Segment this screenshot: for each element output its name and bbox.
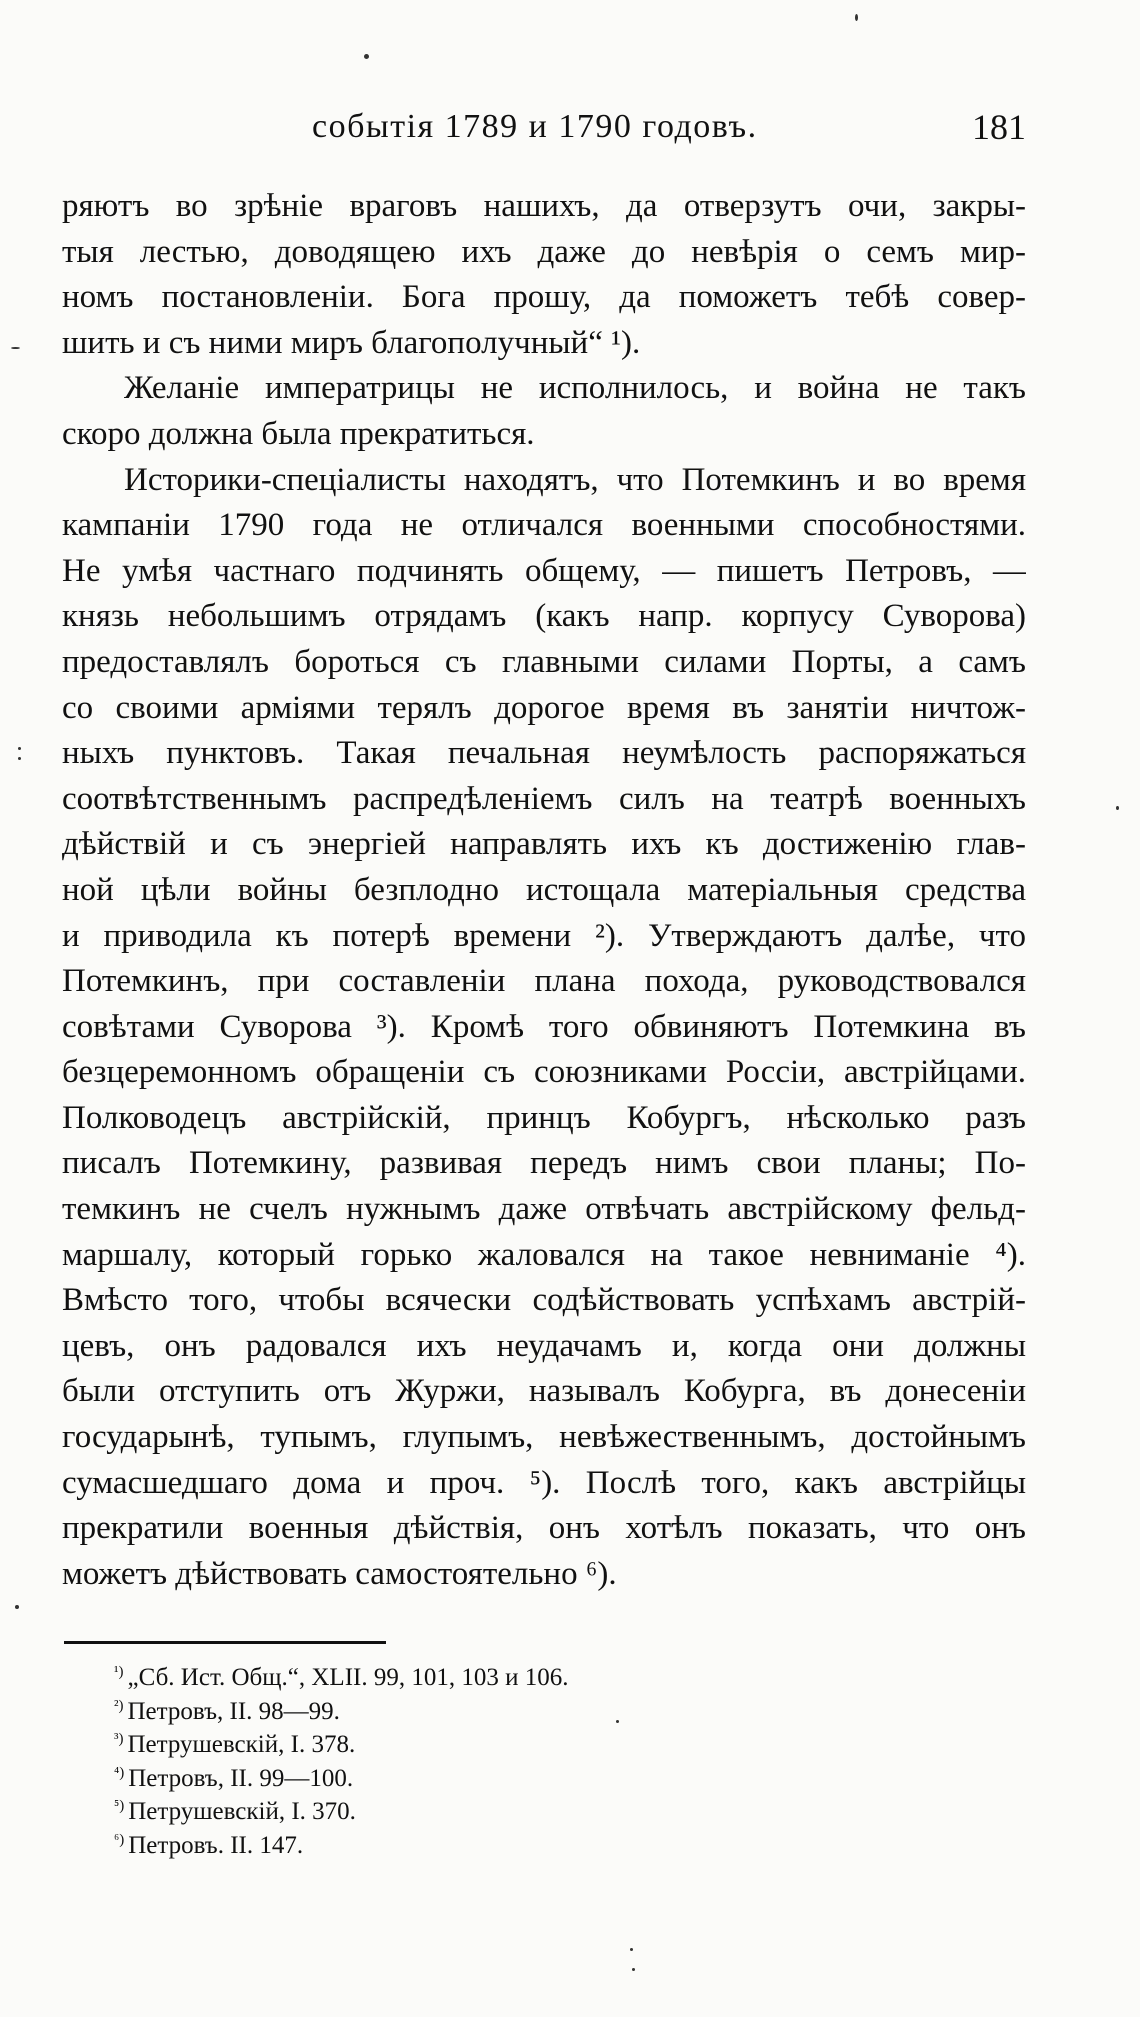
scan-speck [15,1605,19,1609]
footnote-text: Петрушевскій, I. 370. [128,1798,356,1825]
scan-speck [855,14,858,21]
scan-speck [18,747,21,750]
text-line: князь небольшимъ отрядамъ (какъ напр. корпусу Суворова) [62,598,1026,635]
text-line: кампаніи 1790 года не отличался военными способностями. [62,507,1026,544]
text-line: и приводила къ потерѣ времени ²). Утверждаютъ далѣе, что [62,917,1026,954]
footnote [114,1824,814,1858]
footnote-divider [64,1641,386,1644]
text-line: со своими арміями терялъ дорогое время въ занятіи ничтож- [62,689,1026,726]
text-line: писалъ Потемкину, развивая передъ нимъ свои планы; По- [62,1145,1026,1182]
footnote-mark: ²) [114,1697,124,1714]
footnote-text: Петровъ, II. 98—99. [127,1697,340,1725]
scan-speck [364,54,369,59]
text-line: соотвѣтственнымъ распредѣленіемъ силъ на театрѣ военныхъ [62,780,1026,817]
footnote-text: Петрушевскій, I. 378. [127,1731,356,1758]
text-line: ной цѣли войны безплодно истощала матеріальныя средства [62,871,1026,908]
body-text [62,184,1026,1597]
text-line: маршалу, который горько жаловался на такое невниманіе ⁴). [62,1236,1026,1273]
text-line: ныхъ пунктовъ. Такая печальная неумѣлость распоряжаться [62,735,1026,772]
text-line: темкинъ не счелъ нужнымъ даже отвѣчать австрійскому фельд- [62,1191,1026,1228]
text-line: цевъ, онъ радовался ихъ неудачамъ и, когда они должны [62,1327,1026,1364]
footnote-text: Петровъ, II. 99—100. [128,1764,354,1792]
running-title: событія 1789 и 1790 годовъ. [312,108,758,145]
text-line: сумасшедшаго дома и проч. ⁵). Послѣ того, какъ австрійцы [62,1464,1026,1501]
scan-speck [18,757,21,760]
scan-speck [630,1948,633,1951]
text-line: Желаніе императрицы не исполнилось, и война не такъ [124,370,1026,407]
text-line: безцеремонномъ обращеніи съ союзниками Россіи, австрійцами. [62,1054,1026,1091]
footnote-mark: ⁶) [114,1831,125,1848]
text-line: Не умѣя частнаго подчинять общему, — пишетъ Петровъ, — [62,552,1026,589]
page-number: 181 [972,107,1026,147]
footnote-mark: ¹) [114,1664,124,1680]
text-line: дѣйствій и съ энергіей направлять ихъ къ достиженію глав- [62,826,1026,863]
scan-speck [11,347,20,349]
text-line: государынѣ, тупымъ, глупымъ, невѣжественнымъ, достойнымъ [62,1419,1026,1456]
footnote-text: „Сб. Ист. Общ.“, XLII. 99, 101, 103 и 106. [127,1664,569,1691]
text-line: скоро должна была прекратиться. [62,415,535,452]
text-line: прекратили военныя дѣйствія, онъ хотѣлъ показать, что онъ [62,1510,1026,1547]
scan-speck [1116,806,1119,810]
text-line: номъ постановленіи. Бога прошу, да поможетъ тебѣ совер- [62,279,1026,316]
text-line: тыя лестью, доводящею ихъ даже до невѣрія о семъ мир- [62,233,1026,270]
scan-speck [616,1720,619,1723]
footnote-mark: ⁴) [114,1764,125,1781]
text-line: Потемкинъ, при составленіи плана похода, руководствовался [62,963,1026,1000]
scan-speck [632,1968,635,1971]
text-line: Полководецъ австрійскій, принцъ Кобургъ, нѣсколько разъ [62,1099,1026,1136]
text-line: совѣтами Суворова ³). Кромѣ того обвиняютъ Потемкина въ [62,1008,1026,1045]
footnote-text: Петровъ. II. 147. [128,1831,304,1859]
footnote [114,1723,814,1757]
footnotes [114,1656,814,1857]
footnote [114,1790,814,1824]
text-line: можетъ дѣйствовать самостоятельно ⁶). [62,1555,617,1592]
running-head [62,102,1026,152]
footnote [114,1690,814,1724]
text-line: были отступить отъ Журжи, называлъ Кобурга, въ донесеніи [62,1373,1026,1410]
text-line: Вмѣсто того, чтобы всячески содѣйствовать успѣхамъ австрій- [62,1282,1026,1319]
text-line: Историки-спеціалисты находятъ, что Потемкинъ и во время [124,461,1026,498]
footnote-mark: ⁵) [114,1798,125,1814]
text-line: ряютъ во зрѣніе враговъ нашихъ, да отверзутъ очи, закры- [62,188,1026,224]
text-line: шить и съ ними миръ благополучный“ ¹). [62,324,641,361]
footnote [114,1656,814,1690]
footnote-mark: ³) [114,1731,124,1747]
footnote [114,1757,814,1791]
text-line: предоставлялъ бороться съ главными силами Порты, а самъ [62,643,1026,680]
